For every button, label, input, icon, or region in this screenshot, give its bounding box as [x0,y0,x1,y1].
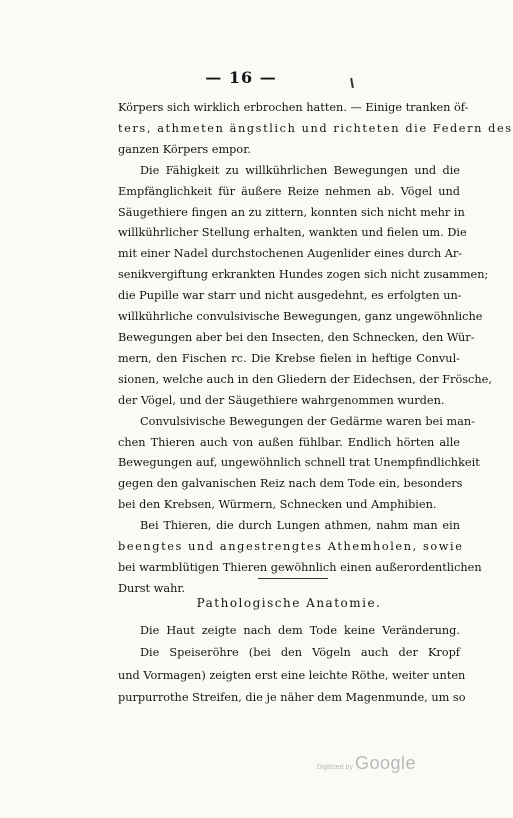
text-line: senikvergiftung erkrankten Hundes zogen sich nicht zusammen; [118,268,489,282]
body-text [118,98,513,600]
text-line: Bei Thieren, die durch Lungen athmen, nahm man ein [140,519,460,533]
section-divider [258,578,328,579]
watermark-prefix: Digitized by [316,764,353,771]
text-line: Durst wahr. [118,581,186,595]
section-text [118,620,466,709]
text-line: sionen, welche auch in den Gliedern der Eidechsen, der Frösche, [118,372,492,386]
text-line: willkührlicher Stellung erhalten, wankten und fielen um. Die [118,226,467,240]
text-line: beengtes und angestrengtes Athemholen, sowie [118,540,464,554]
text-line: mern, den Fischen rc. Die Krebse fielen in heftige Convul- [118,351,460,365]
section-title: Pathologische Anatomie. [196,596,382,610]
digitized-watermark [317,753,416,774]
text-line: Empfänglichkeit für äußere Reize nehmen ab. Vögel und [118,184,460,198]
text-line: willkührliche convulsivische Bewegungen, ganz ungewöhnliche [118,310,483,324]
text-line: Die Fähigkeit zu willkührlichen Bewegungen und die [140,163,460,177]
text-line: Bewegungen auf, ungewöhnlich schnell trat Unempfindlichkeit [118,456,480,470]
text-line: purpurrothe Streifen, die je näher dem Magenmunde, um so [118,690,466,704]
text-line: Körpers sich wirklich erbrochen hatten. — Einige tranken öf- [118,101,469,114]
watermark-brand: Google [354,753,416,773]
text-line: ters, athmeten ängstlich und richteten die Federn des [118,121,513,135]
text-line: Säugethiere fingen an zu zittern, konnten sich nicht mehr in [118,205,465,219]
text-line: Die Speiseröhre (bei den Vögeln auch der Kropf [140,646,460,660]
text-line: die Pupille war starr und nicht ausgedehnt, es erfolgten un- [118,289,462,303]
text-line: der Vögel, und der Säugethiere wahrgenommen wurden. [118,393,445,407]
text-line: bei den Krebsen, Würmern, Schnecken und Amphibien. [118,498,437,512]
text-line: chen Thieren auch von außen fühlbar. Endlich hörten alle [118,435,460,449]
text-line: gegen den galvanischen Reiz nach dem Tode ein, besonders [118,477,463,491]
text-line: ganzen Körpers empor. [118,142,251,156]
text-line: bei warmblütigen Thieren gewöhnlich einen außerordentlichen [118,560,482,574]
text-line: und Vormagen) zeigten erst eine leichte Röthe, weiter unten [118,668,466,682]
page-number: — 16 — [205,68,277,87]
text-line: Die Haut zeigte nach dem Tode keine Veränderung. [140,624,460,637]
text-line: mit einer Nadel durchstochenen Augenlider eines durch Ar- [118,247,463,261]
text-line: Bewegungen aber bei den Insecten, den Schnecken, den Wür- [118,330,475,344]
text-line: Convulsivische Bewegungen der Gedärme waren bei man- [140,414,475,428]
